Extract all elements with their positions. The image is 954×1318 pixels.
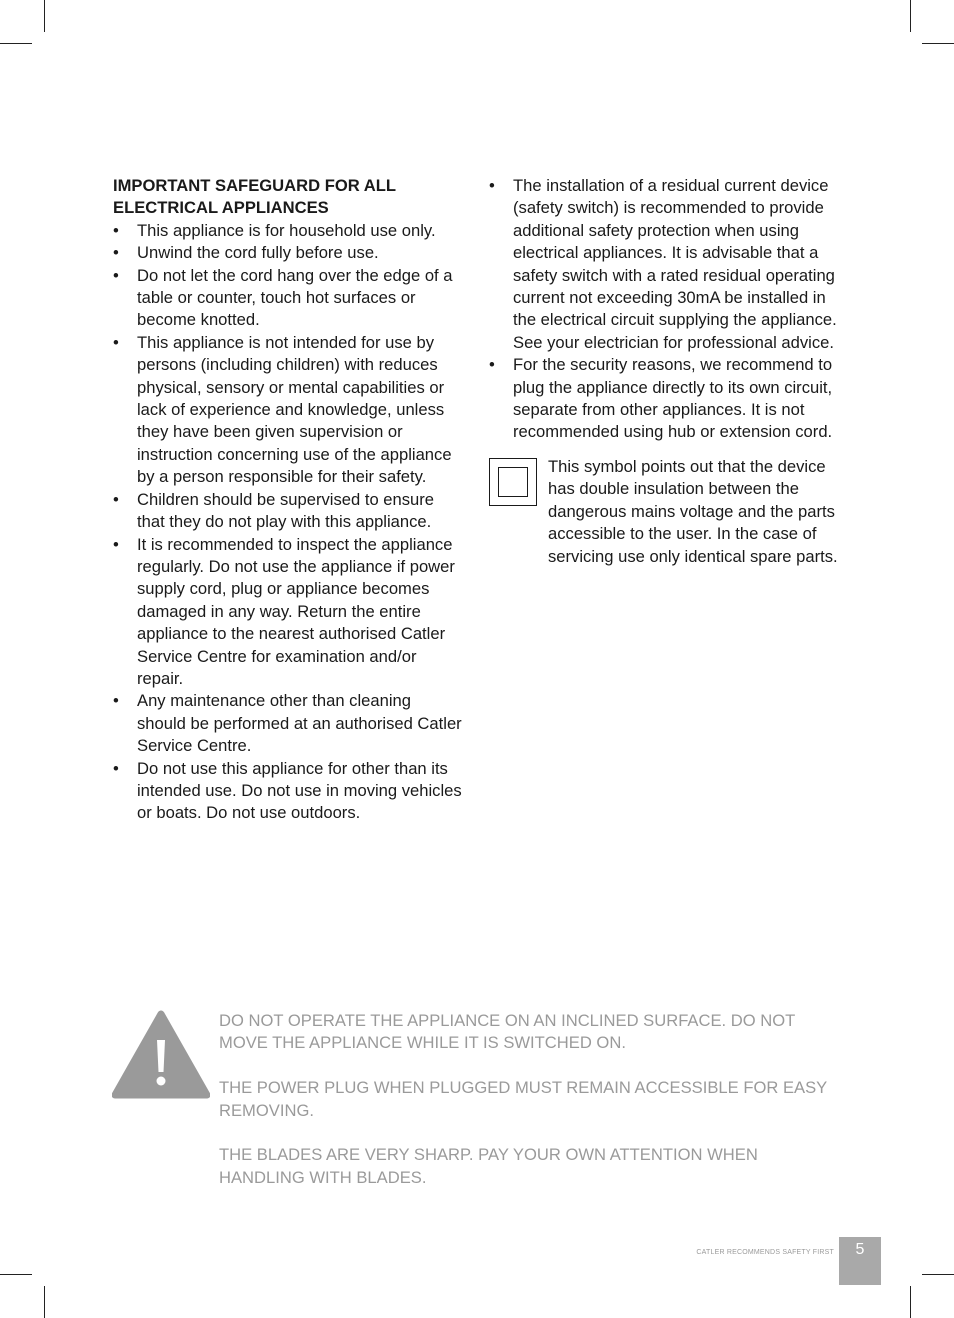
list-item bbox=[113, 220, 463, 242]
page-number: 5 bbox=[839, 1237, 881, 1285]
rcd-list bbox=[489, 175, 841, 444]
crop-mark bbox=[44, 0, 45, 32]
bullet: • bbox=[113, 265, 119, 285]
bullet: • bbox=[113, 220, 119, 240]
crop-mark bbox=[0, 1274, 32, 1275]
list-item-text: This appliance is for household use only. bbox=[137, 220, 436, 240]
left-column bbox=[113, 175, 463, 825]
bullet: • bbox=[489, 176, 495, 195]
list-item bbox=[113, 534, 463, 691]
list-item bbox=[113, 265, 463, 332]
bullet: • bbox=[113, 691, 119, 711]
bullet: • bbox=[113, 489, 119, 509]
list-item-text: Children should be supervised to ensure that they do not play with this appliance. bbox=[137, 489, 435, 532]
warning-triangle-icon bbox=[112, 1010, 210, 1100]
list-item bbox=[489, 175, 841, 354]
list-item-text: Do not let the cord hang over the edge of a table or counter, touch hot surfaces or become knotted. bbox=[137, 265, 453, 330]
list-item bbox=[113, 690, 463, 757]
list-item-text: Any maintenance other than cleaning should be performed at an authorised Catler Service Centre. bbox=[137, 691, 462, 756]
list-item-text: Unwind the cord fully before use. bbox=[137, 243, 379, 263]
right-column bbox=[489, 175, 841, 568]
list-item-text: This appliance is not intended for use by persons (including children) with reduces physical, sensory or mental capabilities or lack of experience and knowledge, unless they have been given supervision or instruction concerning use of the appliance by a person responsible for their safety. bbox=[137, 332, 452, 487]
bullet: • bbox=[113, 758, 119, 778]
footer-tagline: CATLER RECOMMENDS SAFETY FIRST bbox=[696, 1249, 834, 1256]
crop-mark bbox=[0, 43, 32, 44]
warning-paragraph: THE BLADES ARE VERY SHARP. PAY YOUR OWN ATTENTION WHEN HANDLING WITH BLADES. bbox=[219, 1145, 758, 1187]
bullet: • bbox=[489, 355, 495, 375]
list-item-text: Do not use this appliance for other than its intended use. Do not use in moving vehicles or boats. Do not use outdoors. bbox=[137, 758, 462, 823]
crop-mark bbox=[910, 0, 911, 32]
warning-paragraph: THE POWER PLUG WHEN PLUGGED MUST REMAIN ACCESSIBLE FOR EASY REMOVING. bbox=[219, 1078, 827, 1120]
safeguard-list bbox=[113, 220, 463, 825]
crop-mark bbox=[922, 43, 954, 44]
list-item bbox=[113, 242, 463, 264]
double-insulation-text: This symbol points out that the device has double insulation between the dangerous mains voltage and the parts accessible to the user. In the case of servicing use only identical spare parts. bbox=[548, 456, 838, 566]
crop-mark bbox=[922, 1274, 954, 1275]
crop-mark bbox=[910, 1286, 911, 1318]
double-insulation-note bbox=[489, 456, 841, 568]
list-item-text: The installation of a residual current device (safety switch) is recommended to provide additional safety protection when using electrical appliances. It is advisable that a safety switch with a rated residual operating current not exceeding 30mA be installed in the electrical circuit supplying the appliance. See your electrician for professional advice. bbox=[513, 176, 837, 352]
warning-paragraph: DO NOT OPERATE THE APPLIANCE ON AN INCLINED SURFACE. DO NOT MOVE THE APPLIANCE WHILE IT IS SWITCHED ON. bbox=[219, 1011, 795, 1053]
section-heading: IMPORTANT SAFEGUARD FOR ALL ELECTRICAL APPLIANCES bbox=[113, 176, 396, 218]
list-item bbox=[113, 489, 463, 534]
bullet: • bbox=[113, 332, 119, 352]
crop-mark bbox=[44, 1286, 45, 1318]
list-item-text: For the security reasons, we recommend to plug the appliance directly to its own circuit, separate from other appliances. It is not recommended using hub or extension cord. bbox=[513, 355, 833, 442]
list-item bbox=[113, 332, 463, 489]
double-insulation-icon bbox=[489, 458, 537, 506]
warning-text bbox=[219, 1010, 844, 1212]
list-item bbox=[489, 354, 841, 444]
list-item bbox=[113, 758, 463, 825]
bullet: • bbox=[113, 534, 119, 554]
list-item-text: It is recommended to inspect the appliance regularly. Do not use the appliance if power supply cord, plug or appliance becomes damaged in any way. Return the entire appliance to the nearest authorised Catler Service Centre for examination and/or repair. bbox=[137, 534, 455, 688]
bullet: • bbox=[113, 243, 119, 263]
